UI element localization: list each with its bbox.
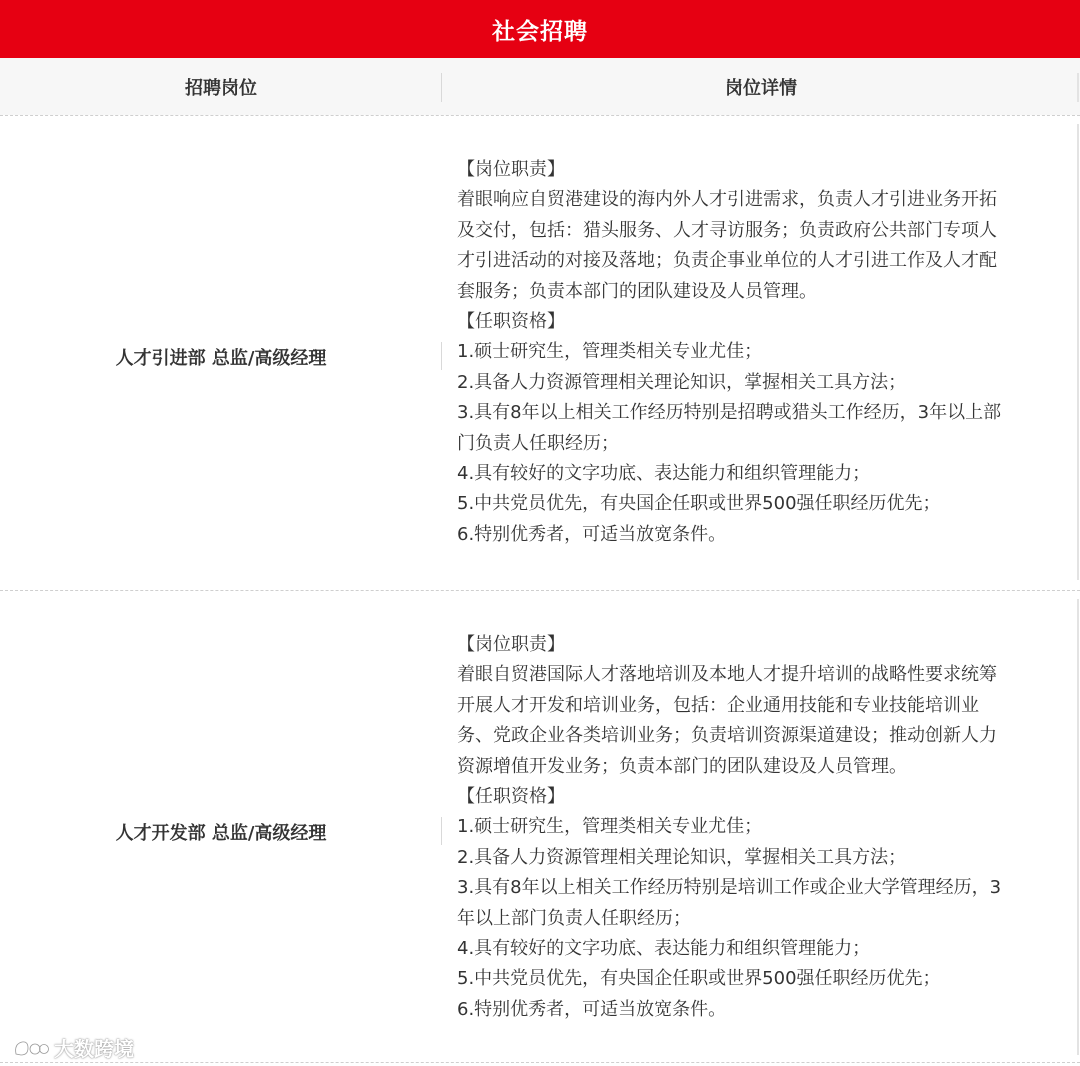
detail-line: 6.特别优秀者，可适当放宽条件。 xyxy=(457,523,727,545)
detail-line: 1.硕士研究生，管理类相关专业尤佳； xyxy=(457,341,763,363)
detail-line: 着眼自贸港国际人才落地培训及本地人才提升培训的战略性要求统筹 xyxy=(457,664,997,686)
row-right-edge xyxy=(1077,124,1079,580)
detail-line: 3.具有8年以上相关工作经历特别是培训工作或企业大学管理经历，3 xyxy=(457,877,1002,899)
detail-line: 才引进活动的对接及落地；负责企事业单位的人才引进工作及人才配 xyxy=(457,250,997,272)
detail-line: 5.中共党员优先，有央国企任职或世界500强任职经历优先； xyxy=(457,493,941,515)
detail-line: 开展人才开发和培训业务，包括：企业通用技能和专业技能培训业 xyxy=(457,694,979,716)
table-row xyxy=(0,116,1080,590)
detail-line: 务、党政企业各类培训业务；负责培训资源渠道建设；推动创新人力 xyxy=(457,725,997,747)
job-detail xyxy=(457,155,1067,550)
detail-line: 着眼响应自贸港建设的海内外人才引进需求，负责人才引进业务开拓 xyxy=(457,189,997,211)
cell-divider xyxy=(441,342,442,370)
row-divider xyxy=(0,1062,1080,1063)
column-header-details: 岗位详情 xyxy=(725,77,797,99)
header-right-edge xyxy=(1077,73,1079,102)
detail-line: 4.具有较好的文字功底、表达能力和组织管理能力； xyxy=(457,463,871,485)
detail-line: 6.特别优秀者，可适当放宽条件。 xyxy=(457,998,727,1020)
detail-line: 及交付，包括：猎头服务、人才寻访服务；负责政府公共部门专项人 xyxy=(457,219,997,241)
watermark xyxy=(12,1033,134,1062)
detail-line: 1.硕士研究生，管理类相关专业尤佳； xyxy=(457,816,763,838)
detail-line: 年以上部门负责人任职经历； xyxy=(457,907,691,929)
row-right-edge xyxy=(1077,599,1079,1055)
page-banner xyxy=(0,0,1080,58)
detail-line: 2.具备人力资源管理相关理论知识，掌握相关工具方法； xyxy=(457,371,907,393)
header-divider xyxy=(441,73,442,102)
detail-line: 【任职资格】 xyxy=(457,311,565,333)
table-header xyxy=(0,58,1080,115)
detail-line: 【岗位职责】 xyxy=(457,634,565,655)
detail-line: 【任职资格】 xyxy=(457,786,565,808)
job-title: 人才开发部 总监/高级经理 xyxy=(115,823,327,844)
detail-line: 5.中共党员优先，有央国企任职或世界500强任职经历优先； xyxy=(457,968,941,990)
detail-line: 4.具有较好的文字功底、表达能力和组织管理能力； xyxy=(457,938,871,960)
page-title: 社会招聘 xyxy=(492,18,588,45)
detail-line: 资源增值开发业务；负责本部门的团队建设及人员管理。 xyxy=(457,755,907,777)
table-row xyxy=(0,591,1080,1061)
detail-line: 2.具备人力资源管理相关理论知识，掌握相关工具方法； xyxy=(457,846,907,868)
job-title: 人才引进部 总监/高级经理 xyxy=(115,348,327,369)
detail-line: 套服务；负责本部门的团队建设及人员管理。 xyxy=(457,280,817,302)
column-header-position: 招聘岗位 xyxy=(185,77,257,99)
detail-line: 门负责人任职经历； xyxy=(457,432,619,454)
cell-divider xyxy=(441,817,442,845)
detail-line: 【岗位职责】 xyxy=(457,159,565,180)
job-detail xyxy=(457,630,1067,1025)
detail-line: 3.具有8年以上相关工作经历特别是招聘或猎头工作经历，3年以上部 xyxy=(457,402,1002,424)
watermark-text: 大数跨境 xyxy=(54,1037,134,1061)
logo-icon xyxy=(12,1036,50,1060)
